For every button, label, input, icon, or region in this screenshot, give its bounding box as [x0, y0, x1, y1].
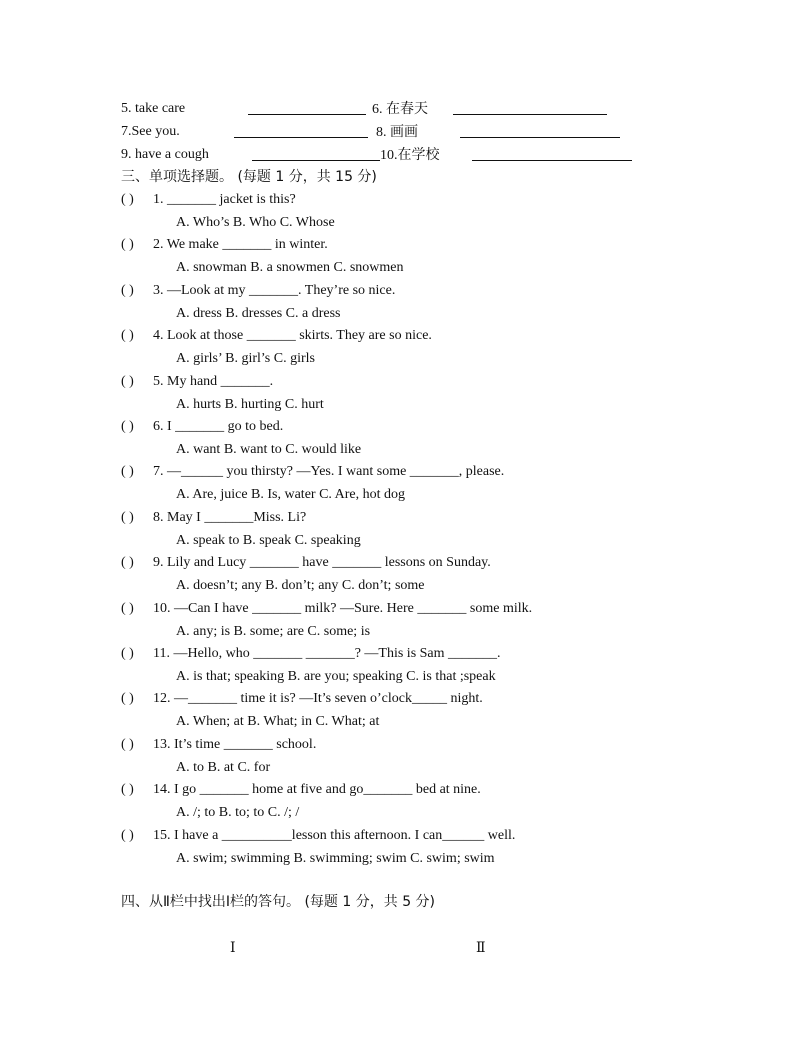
question-options: A. any; is B. some; are C. some; is	[176, 623, 371, 639]
question-options: A. to B. at C. for	[176, 759, 271, 775]
vocab-item-7: 7.See you.	[121, 124, 180, 139]
vocab-blank-5[interactable]	[248, 100, 366, 121]
column-1-header: Ⅰ	[230, 941, 236, 956]
answer-bracket[interactable]: ( )	[121, 555, 134, 571]
answer-bracket[interactable]: ( )	[121, 464, 134, 480]
question-options: A. doesn’t; any B. don’t; any C. don’t; some	[176, 578, 425, 594]
question-text: 10. —Can I have _______ milk? —Sure. Here _______ some milk.	[153, 600, 533, 616]
vocab-blank-10[interactable]	[472, 146, 632, 167]
vocab-line-9	[121, 146, 209, 164]
answer-bracket[interactable]: ( )	[121, 282, 134, 298]
vocab-blank-9[interactable]	[252, 146, 380, 167]
question-text: 11. —Hello, who _______ _______? —This is Sam _______.	[153, 646, 501, 661]
question-text: 14. I go _______ home at five and go_______ bed at nine.	[153, 782, 481, 798]
question-options: A. want B. want to C. would like	[176, 442, 362, 457]
question-options: A. swim; swimming B. swimming; swim C. swim; swim	[176, 850, 495, 866]
question-text: 2. We make _______ in winter.	[153, 237, 328, 253]
question-text: 7. —______ you thirsty? —Yes. I want some _______, please.	[153, 464, 505, 480]
answer-bracket[interactable]: ( )	[121, 646, 134, 661]
question-options: A. Are, juice B. Is, water C. Are, hot dog	[176, 487, 406, 503]
answer-bracket[interactable]: ( )	[121, 419, 134, 434]
section3-title: 三、单项选择题。 (每题 1 分，共 15 分)	[121, 169, 377, 185]
question-text: 12. —_______ time it is? —It’s seven o’clock_____ night.	[153, 691, 483, 707]
question-options: A. When; at B. What; in C. What; at	[176, 714, 380, 730]
vocab-item-10: 10.在学校	[380, 147, 440, 163]
answer-bracket[interactable]: ( )	[121, 373, 134, 389]
answer-bracket[interactable]: ( )	[121, 600, 134, 616]
answer-bracket[interactable]: ( )	[121, 736, 134, 752]
answer-bracket[interactable]: ( )	[121, 827, 134, 843]
question-options: A. is that; speaking B. are you; speaking C. is that ;speak	[176, 669, 496, 684]
vocab-item-5: 5. take care	[121, 101, 186, 116]
vocab-line-5	[121, 100, 185, 118]
vocab-item-9: 9. have a cough	[121, 147, 209, 162]
question-text: 4. Look at those _______ skirts. They are so nice.	[153, 328, 432, 344]
answer-bracket[interactable]: ( )	[121, 691, 134, 707]
question-text: 1. _______ jacket is this?	[153, 192, 296, 207]
question-options: A. snowman B. a snowmen C. snowmen	[176, 260, 404, 276]
answer-bracket[interactable]: ( )	[121, 192, 134, 207]
question-text: 8. May I _______Miss. Li?	[153, 509, 307, 525]
question-options: A. speak to B. speak C. speaking	[176, 532, 361, 548]
column-2-header: Ⅱ	[476, 941, 486, 956]
vocab-item-6: 6. 在春天	[372, 101, 428, 117]
vocab-blank-8[interactable]	[460, 123, 620, 144]
section4-title: 四、从Ⅱ栏中找出Ⅰ栏的答句。 (每题 1 分，共 5 分)	[121, 894, 436, 910]
vocab-item-8: 8. 画画	[376, 124, 418, 140]
question-options: A. Who’s B. Who C. Whose	[176, 215, 335, 230]
question-options: A. hurts B. hurting C. hurt	[176, 396, 324, 412]
question-text: 15. I have a __________lesson this afternoon. I can______ well.	[153, 827, 516, 843]
question-options: A. dress B. dresses C. a dress	[176, 305, 341, 321]
vocab-blank-7[interactable]	[234, 123, 368, 144]
question-text: 5. My hand _______.	[153, 373, 274, 389]
answer-bracket[interactable]: ( )	[121, 509, 134, 525]
vocab-blank-6[interactable]	[453, 100, 607, 121]
question-options: A. girls’ B. girl’s C. girls	[176, 351, 315, 367]
question-text: 13. It’s time _______ school.	[153, 736, 317, 752]
answer-bracket[interactable]: ( )	[121, 237, 134, 253]
question-text: 3. —Look at my _______. They’re so nice.	[153, 282, 396, 298]
question-text: 9. Lily and Lucy _______ have _______ lessons on Sunday.	[153, 555, 491, 571]
answer-bracket[interactable]: ( )	[121, 782, 134, 798]
vocab-line-7	[121, 123, 180, 141]
question-options: A. /; to B. to; to C. /; /	[176, 805, 300, 821]
answer-bracket[interactable]: ( )	[121, 328, 134, 344]
question-text: 6. I _______ go to bed.	[153, 419, 284, 434]
